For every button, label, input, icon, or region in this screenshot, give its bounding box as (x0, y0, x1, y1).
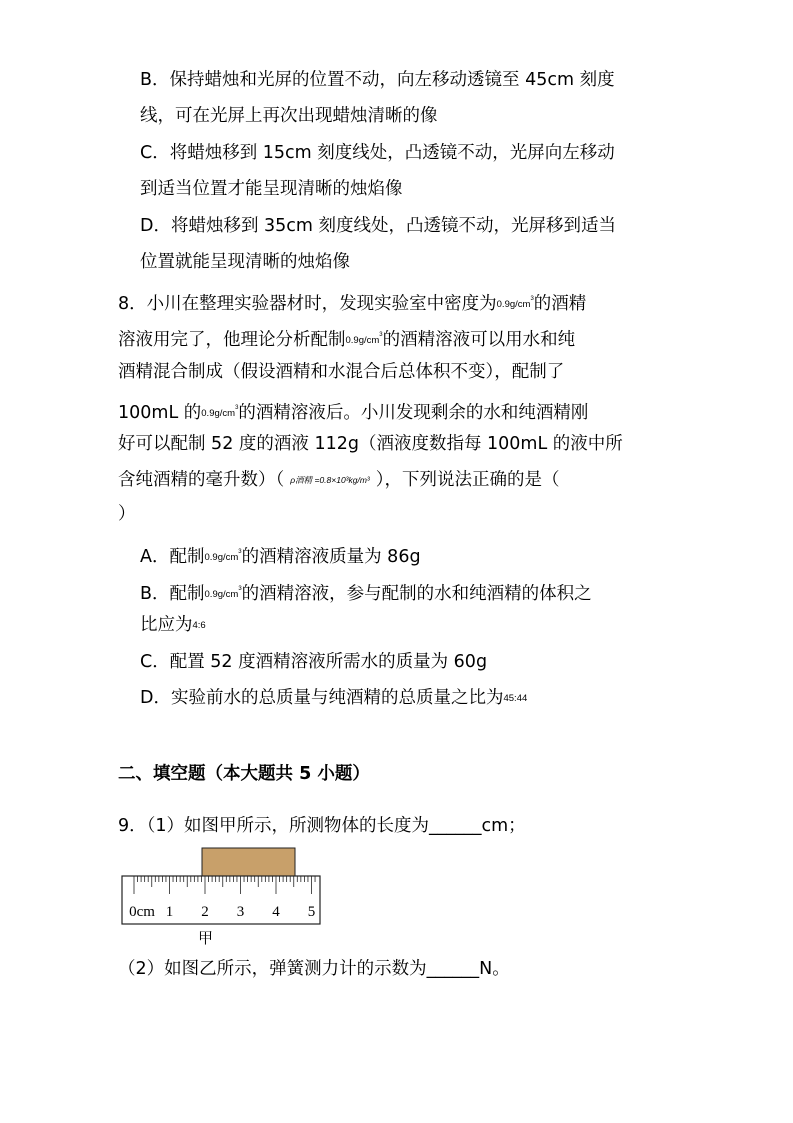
q8-line6 (118, 468, 560, 492)
ruler-tick-label: 1 (165, 904, 174, 920)
q8-text: 含纯酒精的毫升数）（ (118, 470, 285, 490)
q8-line2 (118, 323, 575, 353)
ruler-tick-label: 4 (272, 904, 280, 920)
density-sup: 3 (530, 296, 534, 302)
q8-text: 比应为 (140, 615, 193, 635)
q8-option-b-line2 (140, 613, 206, 638)
density-text: 0.9g/cm (496, 299, 531, 310)
density-text: 0.9g/cm (204, 552, 239, 563)
q8-text: 溶液用完了，他理论分析配制 (118, 330, 346, 350)
q7-option-b-line1: B．保持蜡烛和光屏的位置不动，向左移动透镜至 45cm 刻度 (140, 70, 615, 90)
density-value (496, 296, 534, 310)
ruler-tick-label: 3 (236, 904, 245, 920)
density-text: 0.9g/cm (204, 589, 239, 600)
density-value (201, 405, 239, 419)
density-sup: 3 (235, 405, 239, 411)
q8-line5: 好可以配制 52 度的酒液 112g（酒液度数指每 100mL 的液中所 (118, 434, 623, 454)
q8-option-a (140, 540, 421, 570)
q8-text: A．配制 (140, 547, 205, 567)
ruler-tick-label: 0cm (129, 904, 155, 920)
density-sup: 3 (379, 332, 383, 338)
q8-line3: 酒精混合制成（假设酒精和水混合后总体积不变），配制了 (118, 362, 565, 382)
q8-line4 (118, 396, 588, 426)
q7-option-d-line1: D．将蜡烛移到 35cm 刻度线处，凸透镜不动，光屏移到适当 (140, 216, 617, 236)
section-title: 二、填空题（本大题共 5 小题） (118, 764, 370, 784)
q9-part2: （2）如图乙所示，弹簧测力计的示数为______N。 (118, 959, 510, 979)
q7-option-d-line2: 位置就能呈现清晰的烛焰像 (140, 252, 350, 272)
mass-ratio: 45:44 (503, 693, 528, 704)
q8-option-c: C．配置 52 度酒精溶液所需水的质量为 60g (140, 652, 488, 672)
q8-text: ），下列说法正确的是（ (375, 470, 560, 490)
q7-option-b-line2: 线，可在光屏上再次出现蜡烛清晰的像 (140, 106, 438, 126)
q8-text: 8．小川在整理实验器材时，发现实验室中密度为 (118, 294, 497, 314)
q7-option-c-line2: 到适当位置才能呈现清晰的烛焰像 (140, 179, 403, 199)
figure-label: 甲 (198, 929, 214, 947)
measured-object (202, 848, 295, 876)
q8-option-d (140, 686, 527, 711)
density-sup: 3 (238, 586, 242, 592)
density-value (204, 549, 242, 563)
q8-text: 的酒精溶液质量为 86g (241, 547, 421, 567)
q8-text: 100mL 的 (118, 403, 202, 423)
density-text: 0.9g/cm (201, 408, 236, 419)
ruler-tick-label: 2 (201, 904, 209, 920)
q8-text: 的酒精溶液可以用水和纯 (382, 330, 576, 350)
q8-line7: ） (118, 504, 136, 524)
ruler-figure (120, 846, 325, 926)
q8-text: 的酒精溶液，参与配制的水和纯酒精的体积之 (241, 584, 592, 604)
q8-text: 的酒精溶液后。小川发现剩余的水和纯酒精刚 (238, 403, 589, 423)
q8-text: D．实验前水的总质量与纯酒精的总质量之比为 (140, 688, 504, 708)
ruler-tick-label: 5 (307, 904, 316, 920)
q8-text: 的酒精 (533, 294, 587, 314)
q9-part1: 9．（1）如图甲所示，所测物体的长度为______cm； (118, 816, 526, 836)
q8-line1 (118, 287, 586, 317)
density-text: 0.9g/cm (345, 335, 380, 346)
density-value (345, 332, 383, 346)
q8-text: B．配制 (140, 584, 205, 604)
q7-option-c-line1: C．将蜡烛移到 15cm 刻度线处，凸透镜不动，光屏向左移动 (140, 143, 615, 163)
alcohol-density-formula: ρ酒精 =0.8×10³kg/m³ (290, 475, 370, 485)
density-sup: 3 (238, 549, 242, 555)
density-value (204, 586, 242, 600)
q8-option-b-line1 (140, 577, 592, 607)
volume-ratio: 4:6 (192, 620, 206, 631)
